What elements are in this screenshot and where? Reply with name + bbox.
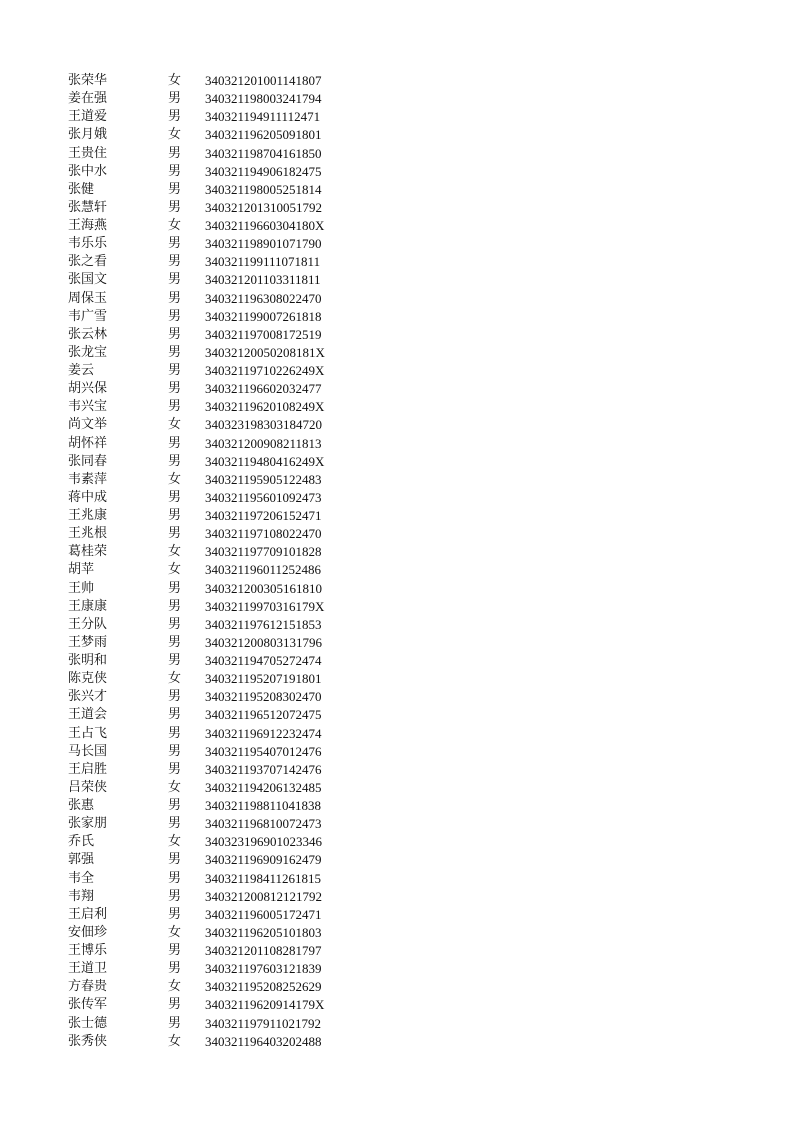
name-cell: 张中水 xyxy=(68,163,108,179)
name-cell: 王道爱 xyxy=(68,109,108,125)
name-cell: 韦素萍 xyxy=(68,471,108,487)
gender-cell: 男 xyxy=(168,961,182,977)
table-row xyxy=(68,580,385,598)
gender-cell: 女 xyxy=(168,979,182,995)
name-cell: 姜在强 xyxy=(68,91,108,107)
table-row xyxy=(68,181,385,199)
name-cell: 胡苹 xyxy=(68,562,95,578)
name-cell: 张家朋 xyxy=(68,816,108,832)
id-number-cell: 340321194911112471 xyxy=(205,109,321,125)
name-cell: 王占飞 xyxy=(68,725,108,741)
gender-cell: 女 xyxy=(168,671,182,687)
table-row xyxy=(68,706,385,724)
name-cell: 韦翔 xyxy=(68,888,95,904)
name-cell: 陈克侠 xyxy=(68,671,108,687)
id-number-cell: 340321197603121839 xyxy=(205,961,322,977)
name-cell: 安佃珍 xyxy=(68,924,108,940)
id-number-cell: 340321201108281797 xyxy=(205,943,322,958)
table-row xyxy=(68,924,385,942)
id-number-cell: 340321197911021792 xyxy=(205,1015,322,1031)
gender-cell: 男 xyxy=(168,453,182,469)
name-cell: 张荣华 xyxy=(68,73,108,88)
name-cell: 王分队 xyxy=(68,616,108,632)
id-number-cell: 340321194206132485 xyxy=(205,779,322,795)
gender-cell: 男 xyxy=(168,91,182,107)
table-row xyxy=(68,253,385,271)
table-row xyxy=(68,960,385,978)
id-number-cell: 340323198303184720 xyxy=(205,417,322,433)
table-row xyxy=(68,108,385,126)
gender-cell: 男 xyxy=(168,743,182,759)
gender-cell: 男 xyxy=(168,943,182,958)
table-row xyxy=(68,543,385,561)
id-number-cell: 34032119970316179X xyxy=(205,598,325,614)
gender-cell: 男 xyxy=(168,906,182,922)
gender-cell: 女 xyxy=(168,1033,182,1049)
gender-cell: 男 xyxy=(168,707,182,723)
id-number-cell: 340321196403202488 xyxy=(205,1033,322,1049)
id-number-cell: 34032119660304180X xyxy=(205,218,325,233)
id-number-cell: 340321196011252486 xyxy=(205,562,322,578)
name-cell: 王博乐 xyxy=(68,943,108,958)
gender-cell: 男 xyxy=(168,236,182,252)
name-cell: 吕荣侠 xyxy=(68,779,108,795)
table-row xyxy=(68,815,385,833)
name-cell: 张士德 xyxy=(68,1015,108,1031)
name-cell: 张传军 xyxy=(68,997,108,1013)
name-cell: 张同春 xyxy=(68,453,108,469)
gender-cell: 男 xyxy=(168,308,182,324)
table-row xyxy=(68,126,385,144)
id-number-cell: 340321196205091801 xyxy=(205,127,322,143)
table-row xyxy=(68,453,385,471)
table-row xyxy=(68,978,385,996)
name-cell: 张秀侠 xyxy=(68,1033,108,1049)
name-cell: 张之看 xyxy=(68,254,108,270)
table-row xyxy=(68,271,385,289)
table-row xyxy=(68,90,385,108)
table-row xyxy=(68,471,385,489)
gender-cell: 男 xyxy=(168,290,182,306)
gender-cell: 女 xyxy=(168,73,182,88)
gender-cell: 女 xyxy=(168,834,182,850)
gender-cell: 男 xyxy=(168,888,182,904)
id-number-cell: 340321201310051792 xyxy=(205,199,322,215)
table-row xyxy=(68,652,385,670)
name-cell: 周保玉 xyxy=(68,290,108,306)
name-cell: 韦兴宝 xyxy=(68,399,108,415)
id-number-cell: 340321196810072473 xyxy=(205,816,322,832)
id-number-cell: 340321196005172471 xyxy=(205,906,322,922)
table-row xyxy=(68,996,385,1014)
table-row xyxy=(68,72,385,90)
table-row xyxy=(68,906,385,924)
table-row xyxy=(68,507,385,525)
table-row xyxy=(68,797,385,815)
gender-cell: 女 xyxy=(168,924,182,940)
gender-cell: 男 xyxy=(168,634,182,650)
table-row xyxy=(68,634,385,652)
name-cell: 张龙宝 xyxy=(68,344,108,360)
table-row xyxy=(68,1015,385,1033)
id-number-cell: 340321198811041838 xyxy=(205,798,322,813)
id-number-cell: 340321197709101828 xyxy=(205,544,322,560)
id-number-cell: 34032119710226249X xyxy=(205,363,325,378)
gender-cell: 男 xyxy=(168,508,182,523)
gender-cell: 男 xyxy=(168,689,182,705)
table-row xyxy=(68,870,385,888)
gender-cell: 男 xyxy=(168,816,182,832)
id-number-cell: 340321195208302470 xyxy=(205,689,322,705)
gender-cell: 男 xyxy=(168,272,182,288)
name-cell: 韦乐乐 xyxy=(68,236,108,252)
id-number-cell: 340321196909162479 xyxy=(205,852,322,868)
name-cell: 胡怀祥 xyxy=(68,435,108,451)
table-row xyxy=(68,525,385,543)
id-number-cell: 340321199007261818 xyxy=(205,308,322,324)
gender-cell: 男 xyxy=(168,798,182,813)
id-number-cell: 340321195207191801 xyxy=(205,671,322,687)
gender-cell: 男 xyxy=(168,852,182,868)
gender-cell: 男 xyxy=(168,363,182,378)
id-number-cell: 340321201001141807 xyxy=(205,73,322,88)
gender-cell: 男 xyxy=(168,435,182,451)
table-row xyxy=(68,1033,385,1051)
table-row xyxy=(68,670,385,688)
name-cell: 王道会 xyxy=(68,707,108,723)
table-row xyxy=(68,290,385,308)
name-cell: 张兴才 xyxy=(68,689,108,705)
id-number-cell: 340321196512072475 xyxy=(205,707,322,723)
table-row xyxy=(68,761,385,779)
table-row xyxy=(68,489,385,507)
name-cell: 王道卫 xyxy=(68,961,108,977)
name-cell: 张惠 xyxy=(68,798,95,813)
table-row xyxy=(68,362,385,380)
gender-cell: 女 xyxy=(168,544,182,560)
table-row xyxy=(68,145,385,163)
gender-cell: 女 xyxy=(168,779,182,795)
table-row xyxy=(68,779,385,797)
gender-cell: 男 xyxy=(168,199,182,215)
id-number-cell: 340321198005251814 xyxy=(205,181,322,197)
id-number-cell: 340321194906182475 xyxy=(205,163,322,179)
name-cell: 郭强 xyxy=(68,852,95,868)
table-row xyxy=(68,616,385,634)
name-cell: 方春贵 xyxy=(68,979,108,995)
gender-cell: 男 xyxy=(168,344,182,360)
gender-cell: 男 xyxy=(168,616,182,632)
name-cell: 张月娥 xyxy=(68,127,108,143)
table-row xyxy=(68,163,385,181)
name-cell: 王启利 xyxy=(68,906,108,922)
table-row xyxy=(68,344,385,362)
table-row xyxy=(68,561,385,579)
gender-cell: 男 xyxy=(168,870,182,886)
gender-cell: 男 xyxy=(168,489,182,505)
name-cell: 王兆康 xyxy=(68,508,108,523)
table-row xyxy=(68,308,385,326)
id-number-cell: 340321195601092473 xyxy=(205,489,322,505)
table-row xyxy=(68,942,385,960)
gender-cell: 男 xyxy=(168,580,182,596)
name-cell: 尚文举 xyxy=(68,417,108,433)
id-number-cell: 340321199111071811 xyxy=(205,254,321,270)
gender-cell: 男 xyxy=(168,725,182,741)
id-number-cell: 340321197612151853 xyxy=(205,616,322,632)
roster-table xyxy=(68,72,385,1051)
name-cell: 王康康 xyxy=(68,598,108,614)
gender-cell: 男 xyxy=(168,109,182,125)
table-row xyxy=(68,435,385,453)
table-row xyxy=(68,235,385,253)
gender-cell: 男 xyxy=(168,761,182,777)
name-cell: 马长国 xyxy=(68,743,108,759)
id-number-cell: 340321200908211813 xyxy=(205,435,322,451)
table-row xyxy=(68,398,385,416)
name-cell: 蒋中成 xyxy=(68,489,108,505)
name-cell: 王海燕 xyxy=(68,218,108,233)
table-row xyxy=(68,888,385,906)
name-cell: 王贵住 xyxy=(68,145,108,161)
table-row xyxy=(68,851,385,869)
gender-cell: 男 xyxy=(168,399,182,415)
name-cell: 张国文 xyxy=(68,272,108,288)
id-number-cell: 340321201103311811 xyxy=(205,272,321,288)
gender-cell: 女 xyxy=(168,562,182,578)
id-number-cell: 340321193707142476 xyxy=(205,761,322,777)
gender-cell: 男 xyxy=(168,326,182,342)
table-row xyxy=(68,688,385,706)
id-number-cell: 34032119480416249X xyxy=(205,453,325,469)
id-number-cell: 34032120050208181X xyxy=(205,344,325,360)
table-row xyxy=(68,217,385,235)
gender-cell: 女 xyxy=(168,471,182,487)
id-number-cell: 34032119620914179X xyxy=(205,997,325,1013)
gender-cell: 男 xyxy=(168,653,182,668)
id-number-cell: 340321195407012476 xyxy=(205,743,322,759)
name-cell: 张云林 xyxy=(68,326,108,342)
name-cell: 张慧轩 xyxy=(68,199,108,215)
table-row xyxy=(68,416,385,434)
gender-cell: 女 xyxy=(168,127,182,143)
gender-cell: 男 xyxy=(168,254,182,270)
name-cell: 王梦雨 xyxy=(68,634,108,650)
id-number-cell: 340321200305161810 xyxy=(205,580,322,596)
id-number-cell: 340321196602032477 xyxy=(205,381,322,397)
name-cell: 姜云 xyxy=(68,363,95,378)
name-cell: 王帅 xyxy=(68,580,95,596)
id-number-cell: 340321200812121792 xyxy=(205,888,322,904)
id-number-cell: 340321198411261815 xyxy=(205,870,322,886)
name-cell: 王兆根 xyxy=(68,526,108,542)
gender-cell: 男 xyxy=(168,526,182,542)
table-row xyxy=(68,743,385,761)
table-row xyxy=(68,380,385,398)
id-number-cell: 340321198901071790 xyxy=(205,236,322,252)
id-number-cell: 340321198704161850 xyxy=(205,145,322,161)
id-number-cell: 340321196205101803 xyxy=(205,924,322,940)
id-number-cell: 340321196308022470 xyxy=(205,290,322,306)
name-cell: 乔氏 xyxy=(68,834,95,850)
gender-cell: 男 xyxy=(168,997,182,1013)
name-cell: 韦广雪 xyxy=(68,308,108,324)
table-row xyxy=(68,598,385,616)
id-number-cell: 340321198003241794 xyxy=(205,91,322,107)
id-number-cell: 340321200803131796 xyxy=(205,634,322,650)
name-cell: 胡兴保 xyxy=(68,381,108,397)
table-row xyxy=(68,833,385,851)
name-cell: 葛桂荣 xyxy=(68,544,108,560)
table-row xyxy=(68,725,385,743)
gender-cell: 男 xyxy=(168,1015,182,1031)
gender-cell: 女 xyxy=(168,218,182,233)
name-cell: 王启胜 xyxy=(68,761,108,777)
table-row xyxy=(68,326,385,344)
id-number-cell: 340321195208252629 xyxy=(205,979,322,995)
gender-cell: 男 xyxy=(168,598,182,614)
id-number-cell: 340321197008172519 xyxy=(205,326,322,342)
name-cell: 张健 xyxy=(68,181,95,197)
id-number-cell: 340321195905122483 xyxy=(205,471,322,487)
gender-cell: 女 xyxy=(168,417,182,433)
id-number-cell: 340321194705272474 xyxy=(205,653,322,668)
id-number-cell: 340321197108022470 xyxy=(205,526,322,542)
id-number-cell: 340323196901023346 xyxy=(205,834,322,850)
name-cell: 张明和 xyxy=(68,653,108,668)
gender-cell: 男 xyxy=(168,163,182,179)
gender-cell: 男 xyxy=(168,381,182,397)
id-number-cell: 34032119620108249X xyxy=(205,399,325,415)
table-row xyxy=(68,199,385,217)
gender-cell: 男 xyxy=(168,181,182,197)
gender-cell: 男 xyxy=(168,145,182,161)
name-cell: 韦全 xyxy=(68,870,95,886)
id-number-cell: 340321197206152471 xyxy=(205,508,322,523)
id-number-cell: 340321196912232474 xyxy=(205,725,322,741)
